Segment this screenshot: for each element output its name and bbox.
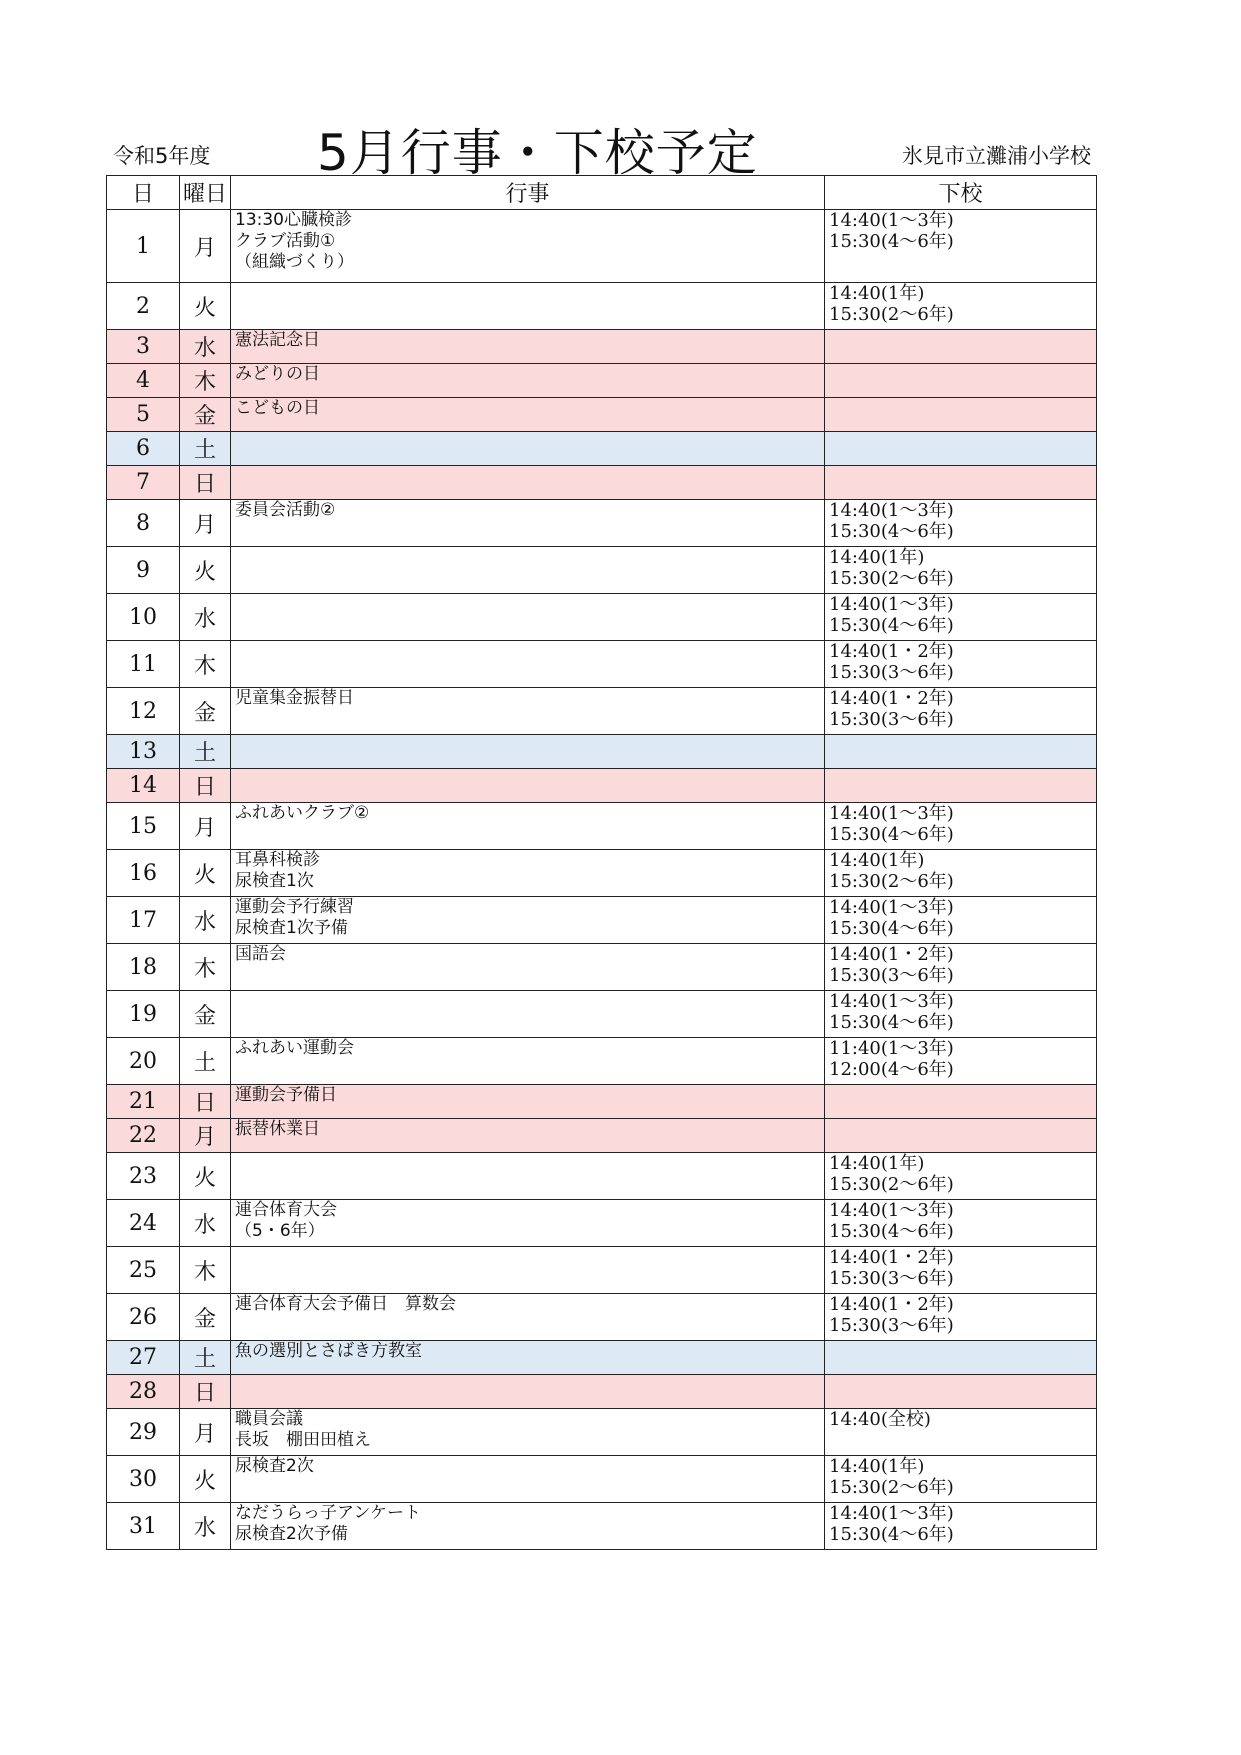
table-row [107,850,1097,897]
day-cell: 10 [107,594,180,641]
weekday-cell: 日 [180,769,231,803]
school-name: 氷見市立灘浦小学校 [902,144,1091,168]
dismissal-cell: 14:40(1～3年) 15:30(4～6年) [825,500,1097,547]
dismissal-cell [825,466,1097,500]
event-cell: 憲法記念日 [231,330,825,364]
day-cell: 28 [107,1375,180,1409]
day-cell: 6 [107,432,180,466]
dismissal-cell: 14:40(1年) 15:30(2～6年) [825,547,1097,594]
table-row [107,803,1097,850]
day-cell: 16 [107,850,180,897]
day-cell: 29 [107,1409,180,1456]
weekday-cell: 土 [180,1341,231,1375]
event-cell: 職員会議 長坂 棚田田植え [231,1409,825,1456]
dismissal-cell: 14:40(1・2年) 15:30(3～6年) [825,641,1097,688]
dismissal-cell: 14:40(1年) 15:30(2～6年) [825,850,1097,897]
table-row [107,735,1097,769]
weekday-cell: 日 [180,1375,231,1409]
table-row [107,991,1097,1038]
weekday-cell: 金 [180,991,231,1038]
day-cell: 15 [107,803,180,850]
weekday-cell: 月 [180,210,231,283]
weekday-cell: 金 [180,688,231,735]
table-row [107,1247,1097,1294]
weekday-cell: 金 [180,398,231,432]
weekday-cell: 月 [180,803,231,850]
weekday-cell: 金 [180,1294,231,1341]
event-cell: 国語会 [231,944,825,991]
day-cell: 4 [107,364,180,398]
table-row [107,364,1097,398]
weekday-cell: 木 [180,364,231,398]
day-cell: 23 [107,1153,180,1200]
page-title: 5月行事・下校予定 [317,124,758,182]
dismissal-cell [825,1119,1097,1153]
event-cell: 連合体育大会 （5・6年） [231,1200,825,1247]
dismissal-cell [825,1375,1097,1409]
table-row [107,1456,1097,1503]
event-cell [231,594,825,641]
table-row [107,1085,1097,1119]
weekday-cell: 火 [180,283,231,330]
table-row [107,688,1097,735]
day-cell: 11 [107,641,180,688]
day-cell: 22 [107,1119,180,1153]
event-cell [231,547,825,594]
dismissal-cell: 14:40(1年) 15:30(2～6年) [825,1456,1097,1503]
table-row [107,1375,1097,1409]
day-cell: 24 [107,1200,180,1247]
table-row [107,1153,1097,1200]
day-cell: 26 [107,1294,180,1341]
table-row [107,210,1097,283]
event-cell: 委員会活動② [231,500,825,547]
col-header-day: 日 [107,176,180,210]
event-cell: 耳鼻科検診 尿検査1次 [231,850,825,897]
day-cell: 7 [107,466,180,500]
dismissal-cell: 11:40(1～3年) 12:00(4～6年) [825,1038,1097,1085]
weekday-cell: 土 [180,735,231,769]
event-cell [231,283,825,330]
event-cell [231,1375,825,1409]
table-row [107,1119,1097,1153]
dismissal-cell: 14:40(1～3年) 15:30(4～6年) [825,594,1097,641]
table-row [107,283,1097,330]
dismissal-cell [825,398,1097,432]
weekday-cell: 水 [180,1200,231,1247]
weekday-cell: 木 [180,1247,231,1294]
col-header-dismissal: 下校 [825,176,1097,210]
day-cell: 20 [107,1038,180,1085]
event-cell: ふれあいクラブ② [231,803,825,850]
event-cell: なだうらっ子アンケート 尿検査2次予備 [231,1503,825,1550]
dismissal-cell [825,364,1097,398]
dismissal-cell [825,432,1097,466]
table-row [107,769,1097,803]
dismissal-cell [825,330,1097,364]
day-cell: 9 [107,547,180,594]
day-cell: 25 [107,1247,180,1294]
day-cell: 17 [107,897,180,944]
weekday-cell: 日 [180,1085,231,1119]
dismissal-cell: 14:40(1・2年) 15:30(3～6年) [825,1294,1097,1341]
event-cell: 13:30心臓検診 クラブ活動① （組織づくり） [231,210,825,283]
fiscal-year: 令和5年度 [113,144,211,168]
weekday-cell: 水 [180,330,231,364]
day-cell: 8 [107,500,180,547]
day-cell: 3 [107,330,180,364]
dismissal-cell: 14:40(1～3年) 15:30(4～6年) [825,897,1097,944]
page-header [107,110,1097,182]
dismissal-cell: 14:40(全校) [825,1409,1097,1456]
event-cell: 尿検査2次 [231,1456,825,1503]
table-row [107,1503,1097,1550]
weekday-cell: 土 [180,432,231,466]
dismissal-cell: 14:40(1年) 15:30(2～6年) [825,283,1097,330]
table-row [107,1200,1097,1247]
weekday-cell: 火 [180,1456,231,1503]
dismissal-cell: 14:40(1～3年) 15:30(4～6年) [825,1200,1097,1247]
table-row [107,1038,1097,1085]
day-cell: 2 [107,283,180,330]
weekday-cell: 水 [180,594,231,641]
day-cell: 12 [107,688,180,735]
table-row [107,500,1097,547]
event-cell [231,432,825,466]
dismissal-cell [825,1085,1097,1119]
event-cell [231,1153,825,1200]
dismissal-cell: 14:40(1・2年) 15:30(3～6年) [825,944,1097,991]
event-cell [231,769,825,803]
col-header-event: 行事 [231,176,825,210]
table-row [107,466,1097,500]
weekday-cell: 月 [180,1409,231,1456]
table-row [107,641,1097,688]
day-cell: 30 [107,1456,180,1503]
day-cell: 19 [107,991,180,1038]
dismissal-cell [825,1341,1097,1375]
day-cell: 14 [107,769,180,803]
day-cell: 13 [107,735,180,769]
dismissal-cell [825,769,1097,803]
table-row [107,944,1097,991]
table-row [107,398,1097,432]
event-cell [231,735,825,769]
dismissal-cell: 14:40(1～3年) 15:30(4～6年) [825,210,1097,283]
event-cell: 魚の選別とさばき方教室 [231,1341,825,1375]
dismissal-cell [825,735,1097,769]
weekday-cell: 木 [180,944,231,991]
weekday-cell: 火 [180,1153,231,1200]
event-cell: 振替休業日 [231,1119,825,1153]
table-row [107,1409,1097,1456]
event-cell [231,1247,825,1294]
table-row [107,432,1097,466]
event-cell: ふれあい運動会 [231,1038,825,1085]
table-header-row [107,176,1097,210]
weekday-cell: 月 [180,500,231,547]
event-cell: 連合体育大会予備日 算数会 [231,1294,825,1341]
event-cell: 児童集金振替日 [231,688,825,735]
dismissal-cell: 14:40(1・2年) 15:30(3～6年) [825,1247,1097,1294]
day-cell: 31 [107,1503,180,1550]
weekday-cell: 水 [180,897,231,944]
weekday-cell: 日 [180,466,231,500]
table-row [107,547,1097,594]
dismissal-cell: 14:40(1～3年) 15:30(4～6年) [825,991,1097,1038]
weekday-cell: 火 [180,547,231,594]
table-row [107,897,1097,944]
dismissal-cell: 14:40(1～3年) 15:30(4～6年) [825,1503,1097,1550]
day-cell: 21 [107,1085,180,1119]
dismissal-cell: 14:40(1～3年) 15:30(4～6年) [825,803,1097,850]
weekday-cell: 火 [180,850,231,897]
dismissal-cell: 14:40(1年) 15:30(2～6年) [825,1153,1097,1200]
weekday-cell: 月 [180,1119,231,1153]
event-cell [231,641,825,688]
event-cell [231,991,825,1038]
weekday-cell: 木 [180,641,231,688]
day-cell: 27 [107,1341,180,1375]
table-row [107,594,1097,641]
col-header-weekday: 曜日 [180,176,231,210]
weekday-cell: 水 [180,1503,231,1550]
day-cell: 5 [107,398,180,432]
event-cell: みどりの日 [231,364,825,398]
dismissal-cell: 14:40(1・2年) 15:30(3～6年) [825,688,1097,735]
schedule-table [106,175,1097,1550]
table-row [107,330,1097,364]
weekday-cell: 土 [180,1038,231,1085]
event-cell [231,466,825,500]
event-cell: 運動会予行練習 尿検査1次予備 [231,897,825,944]
table-row [107,1341,1097,1375]
event-cell: こどもの日 [231,398,825,432]
day-cell: 18 [107,944,180,991]
table-row [107,1294,1097,1341]
event-cell: 運動会予備日 [231,1085,825,1119]
day-cell: 1 [107,210,180,283]
